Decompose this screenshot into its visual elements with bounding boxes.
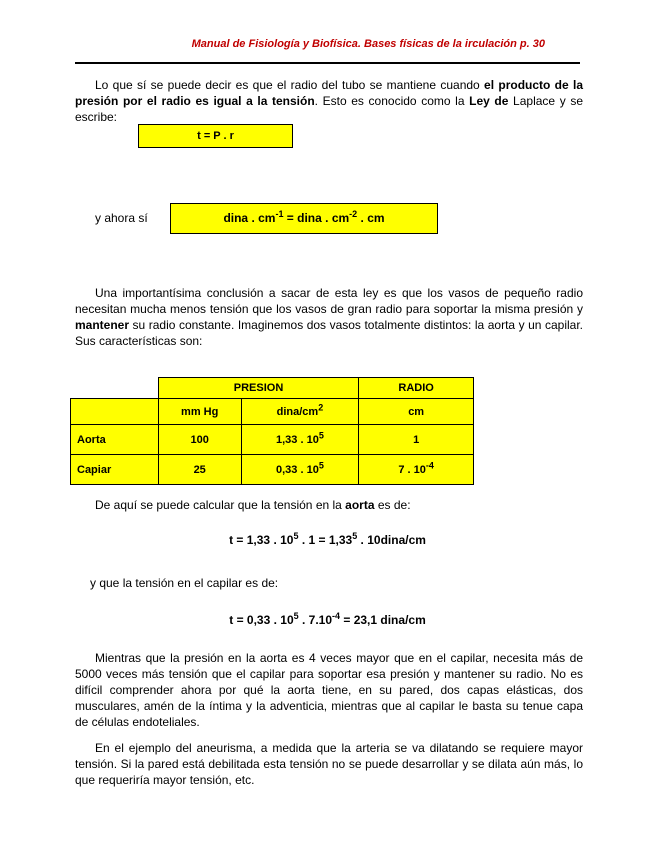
page-header: Manual de Fisiología y Biofísica. Bases físicas de la irculación p. 30: [191, 38, 545, 50]
para1-text-3: Laplace y se escribe:: [75, 94, 584, 124]
paragraph-laplace: [75, 77, 583, 125]
table-cell-mmhg: 25: [158, 455, 241, 485]
table-header-radio: RADIO: [359, 378, 474, 399]
table-cell-dina: 1,33 . $10^5$: [241, 425, 359, 455]
para2-text-2: su radio constante. Imaginemos dos vasos totalmente distintos: la aorta y un capilar. Sus características son:: [75, 318, 583, 348]
table-row: [71, 455, 474, 485]
table-cell-name: Aorta: [71, 425, 159, 455]
formula-tension-aorta: t = 1,33 . $10^5$ . $1 = 1,33^5$ . 10dina/cm: [229, 531, 426, 547]
table-units-empty: [71, 399, 159, 425]
table-cell-radio: 7 . $10^{-4}$: [359, 455, 474, 485]
para3-bold-1: aorta: [345, 498, 375, 512]
formula-units: dina . $cm^{-1}$ = dina . $cm^{-2}$ . cm: [223, 209, 385, 225]
table-cell-name: Capiar: [71, 455, 159, 485]
para2-bold-1: mantener: [75, 318, 130, 332]
table-empty-corner: [71, 378, 159, 399]
table-row: [71, 425, 474, 455]
table-unit-mmhg: mm Hg: [158, 399, 241, 425]
paragraph-conclusion: [75, 285, 583, 349]
formula-box-laplace: [138, 124, 293, 148]
table-cell-dina: 0,33 . $10^5$: [241, 455, 359, 485]
ahora-label: y ahora sí: [95, 211, 148, 225]
formula-tension-capilar: t = 0,33 . $10^5$ . $7.10^{-4} = 23,1$ dina/cm: [229, 611, 426, 627]
paragraph-aorta: [75, 497, 583, 513]
para1-text-2: . Esto es conocido como la: [314, 94, 470, 108]
table-cell-mmhg: 100: [158, 425, 241, 455]
formula-laplace: t = P . r: [197, 130, 234, 142]
table-cell-radio: 1: [359, 425, 474, 455]
paragraph-aorta-capilar: Mientras que la presión en la aorta es 4 veces mayor que en el capilar, necesita más de 5000 veces más tensión que el capilar para soportar esa presión y mantener su radio. No es difícil comprender ahora por qué la aorta tiene, en su pared, dos capas elásticas, dos musculares, amén de la íntima y la adventicia, mientras que al capilar le basta su tenue capa de células endoteliales.: [75, 651, 583, 729]
para2-text-1: Una importantísima conclusión a sacar de esta ley es que los vasos de pequeño radio necesitan mucha menos tensión que los vasos de gran radio para soportar la misma presión y: [75, 286, 583, 316]
formula-box-units: [170, 203, 438, 234]
table-unit-cm: cm: [359, 399, 474, 425]
table-header-presion: PRESION: [158, 378, 358, 399]
para1-bold-2: Ley de: [469, 94, 509, 108]
para3-text-1: De aquí se puede calcular que la tensión en la: [95, 498, 346, 512]
header-rule: [75, 62, 580, 64]
vessel-table: [70, 377, 474, 485]
paragraph-capilar: y que la tensión en el capilar es de:: [90, 576, 279, 590]
table-unit-dina: dina/$cm^2$: [241, 399, 359, 425]
paragraph-aneurisma: En el ejemplo del aneurisma, a medida que la arteria se va dilatando se requiere mayor tensión. Si la pared está debilitada esta tensión no se puede desarrollar y se dilata aún más, lo que requeriría mayor tensión, etc.: [75, 741, 583, 787]
para1-text-1: Lo que sí se puede decir es que el radio del tubo se mantiene cuando: [95, 78, 485, 92]
para1-bold-1: el producto de la presión por el radio es igual a la tensión: [75, 78, 583, 108]
para3-text-2: es de:: [374, 498, 411, 512]
